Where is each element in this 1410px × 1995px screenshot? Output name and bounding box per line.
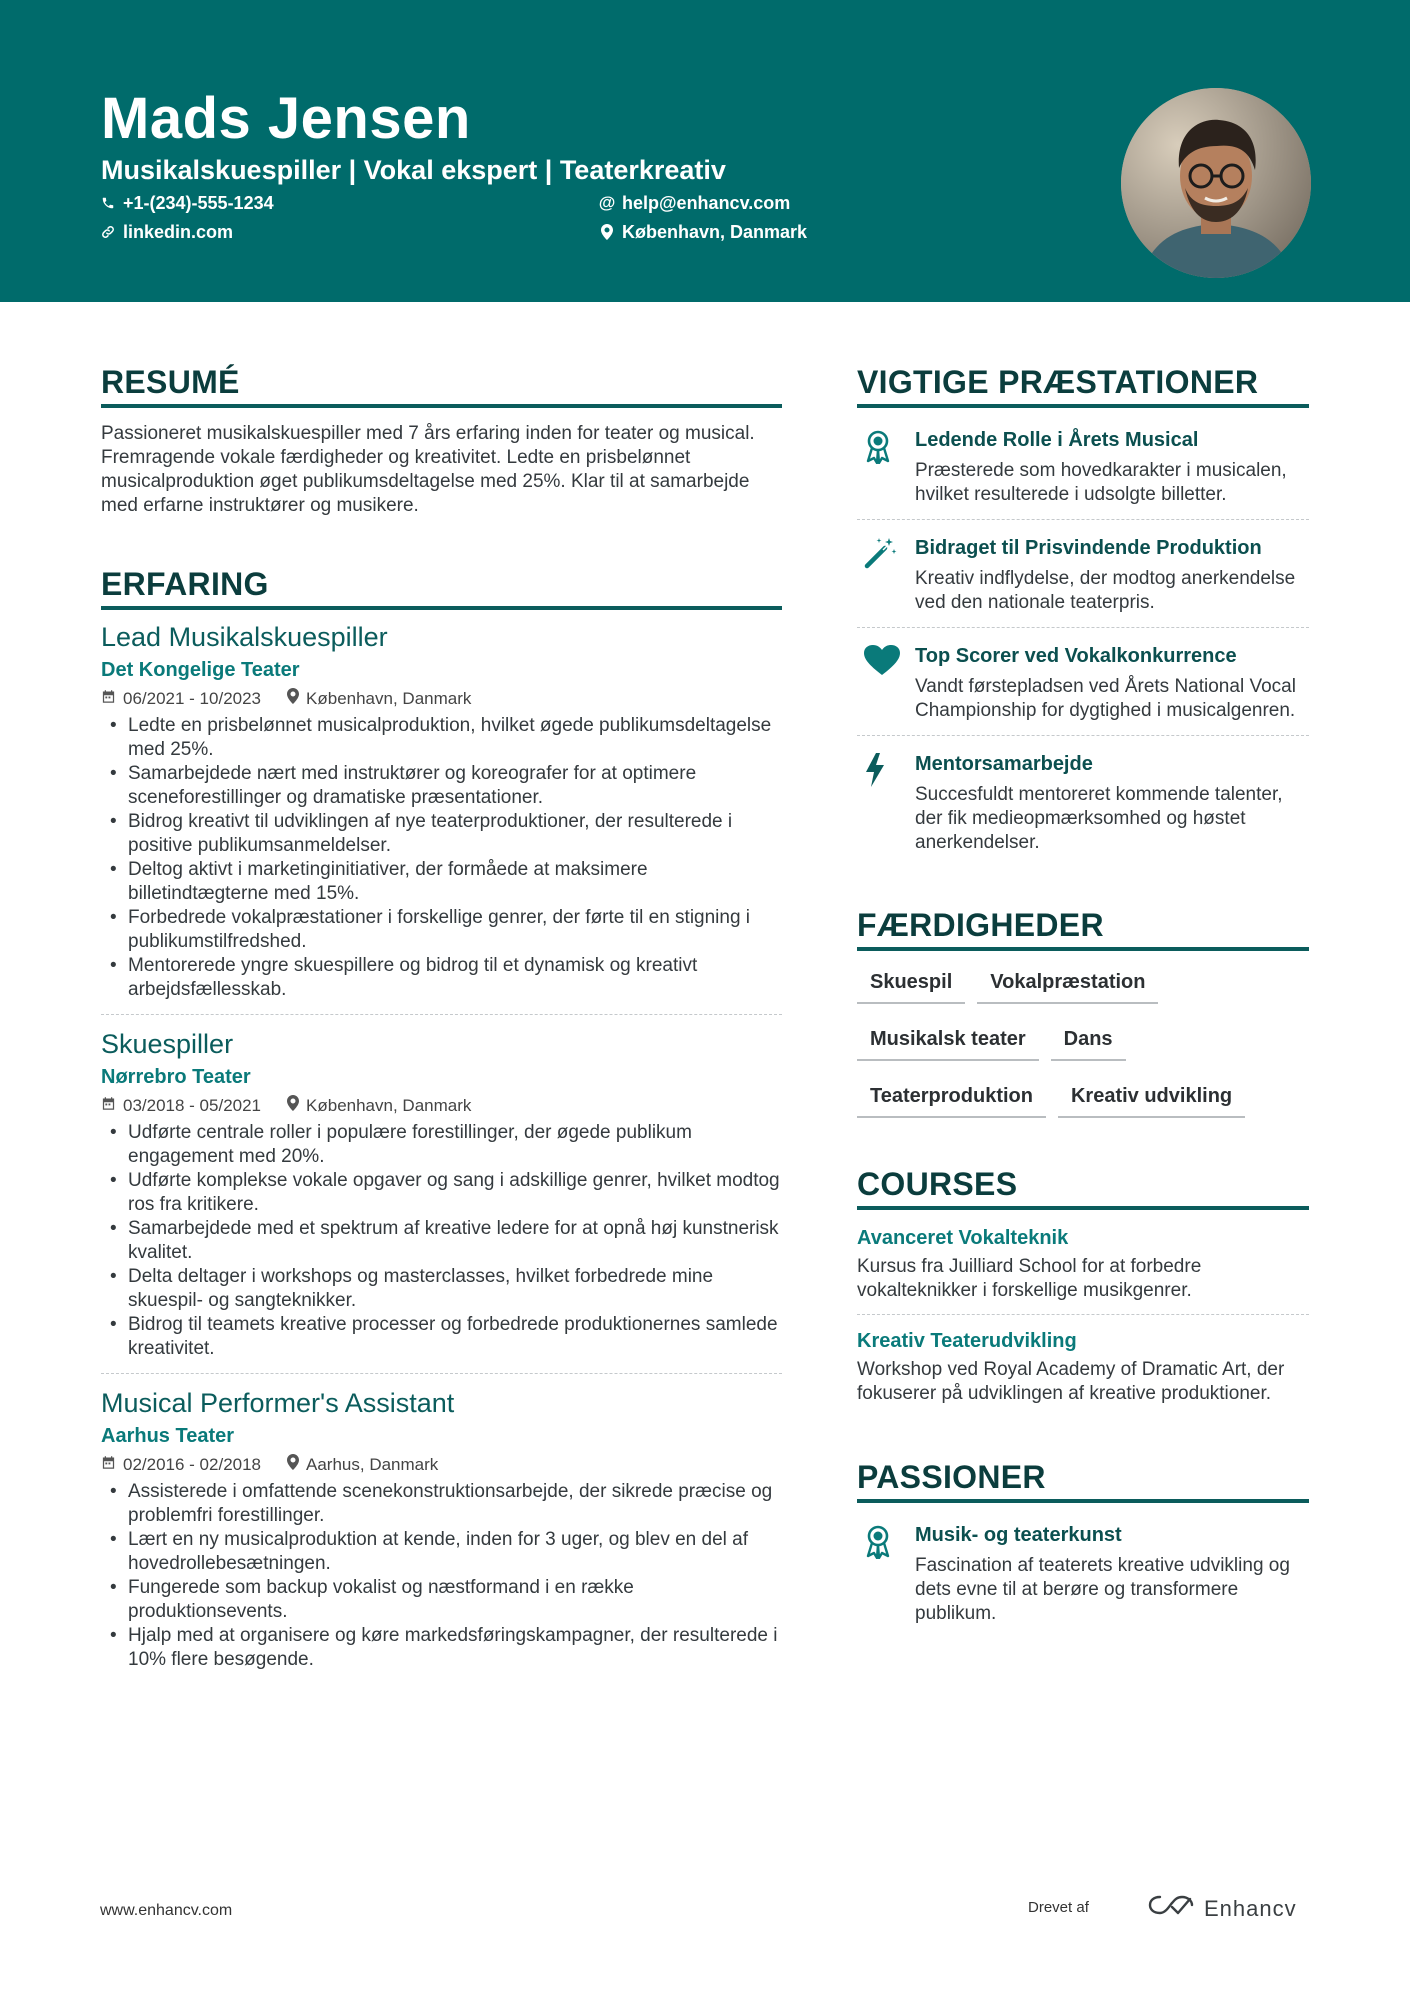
achievement-title: Ledende Rolle i Årets Musical xyxy=(915,429,1199,451)
linkedin-text: linkedin.com xyxy=(123,222,234,242)
achievement-item xyxy=(857,520,1309,628)
profile-photo xyxy=(1121,88,1311,278)
enhancv-logo-icon xyxy=(1148,1893,1194,1925)
job-entry xyxy=(101,620,782,1015)
candidate-name: Mads Jensen xyxy=(101,86,471,151)
job-dates: 06/2021 - 10/2023 xyxy=(123,689,262,708)
job-bullet: • Lært en ny musicalproduktion at kende, inden for 3 uger, og blev en del af hovedrollebesætningen. xyxy=(101,1528,782,1576)
footer-brand-logo[interactable] xyxy=(1148,1893,1297,1925)
job-title: Skuespiller xyxy=(101,1029,234,1059)
location-pin-icon xyxy=(287,686,299,712)
job-bullet: • Ledte en prisbelønnet musicalproduktion, hvilket øgede publikumsdeltagelse med 25%. xyxy=(101,714,782,762)
courses-heading: COURSES xyxy=(857,1164,1309,1210)
experience-section xyxy=(101,564,782,1684)
heart-icon xyxy=(857,642,915,723)
job-title: Lead Musikalskuespiller xyxy=(101,622,388,652)
job-bullet: • Bidrog til teamets kreative processer og forbedrede produktionernes samlede kreativitet. xyxy=(101,1313,782,1361)
contact-email[interactable] xyxy=(600,191,790,215)
course-item xyxy=(857,1327,1309,1417)
job-bullet: • Deltog aktivt i marketinginitiativer, der formåede at maksimere billetindtægterne med 15%. xyxy=(101,858,782,906)
achievements-heading: VIGTIGE PRÆSTATIONER xyxy=(857,362,1309,408)
skill-tag: Dans xyxy=(1051,1022,1126,1061)
job-title: Musical Performer's Assistant xyxy=(101,1388,455,1418)
job-dates: 02/2016 - 02/2018 xyxy=(123,1455,262,1474)
skills-section xyxy=(857,905,1309,1124)
calendar-icon xyxy=(101,1093,116,1119)
footer-website-link[interactable]: www.enhancv.com xyxy=(100,1902,233,1919)
achievement-item xyxy=(857,422,1309,520)
skill-tag: Musikalsk teater xyxy=(857,1022,1039,1061)
location-pin-icon xyxy=(287,1093,299,1119)
magic-wand-icon xyxy=(857,534,915,615)
job-bullet: • Samarbejdede med et spektrum af kreative ledere for at opnå høj kunstnerisk kvalitet. xyxy=(101,1217,782,1265)
resume-header xyxy=(0,0,1410,302)
at-icon: @ xyxy=(598,193,616,212)
job-bullet: • Hjalp med at organisere og køre markedsføringskampagner, der resulterede i 10% flere besøgende. xyxy=(101,1624,782,1672)
right-column xyxy=(857,362,1309,1638)
candidate-headline: Musikalskuespiller | Vokal ekspert | Teaterkreativ xyxy=(101,155,726,185)
phone-text: +1-(234)-555-1234 xyxy=(123,193,274,213)
achievement-desc: Kreativ indflydelse, der modtog anerkendelse ved den nationale teaterpris. xyxy=(915,568,1296,613)
course-item xyxy=(857,1224,1309,1315)
summary-heading: RESUMÉ xyxy=(101,362,782,408)
summary-text: Passioneret musikalskuespiller med 7 års erfaring inden for teater og musical. Fremragende vokale færdigheder og kreativitet. Ledte en prisbelønnet musicalproduktion øget publikumsdeltagelse med 25%. Klar til at samarbejde med erfarne instruktører og musikere. xyxy=(101,423,755,516)
footer-powered-by: Drevet af xyxy=(1028,1899,1089,1916)
award-ribbon-icon xyxy=(857,426,915,507)
skills-heading: FÆRDIGHEDER xyxy=(857,905,1309,951)
passions-section xyxy=(857,1457,1309,1638)
job-bullet: • Assisterede i omfattende scenekonstruktionsarbejde, der sikrede præcise og problemfri forestillinger. xyxy=(101,1480,782,1528)
achievement-title: Mentorsamarbejde xyxy=(915,753,1093,775)
job-location: København, Danmark xyxy=(306,689,472,708)
courses-section xyxy=(857,1164,1309,1417)
job-entry xyxy=(101,1386,782,1684)
contact-location xyxy=(600,220,807,244)
course-desc: Kursus fra Juilliard School for at forbedre vokalteknikker i forskellige musikgenrer. xyxy=(857,1256,1202,1301)
job-company: Aarhus Teater xyxy=(101,1425,235,1447)
location-pin-icon xyxy=(287,1452,299,1478)
passion-item xyxy=(857,1517,1309,1638)
job-company: Det Kongelige Teater xyxy=(101,659,300,681)
calendar-icon xyxy=(101,686,116,712)
email-text: help@enhancv.com xyxy=(622,193,791,213)
job-company: Nørrebro Teater xyxy=(101,1066,251,1088)
lightning-icon xyxy=(857,750,915,855)
job-bullet: • Udførte komplekse vokale opgaver og sang i adskillige genrer, hvilket modtog ros fra kritikere. xyxy=(101,1169,782,1217)
course-desc: Workshop ved Royal Academy of Dramatic Art, der fokuserer på udviklingen af kreative produktioner. xyxy=(857,1359,1285,1404)
skill-tag: Skuespil xyxy=(857,965,965,1004)
location-pin-icon xyxy=(600,223,614,241)
contact-phone[interactable] xyxy=(101,191,274,215)
passion-desc: Fascination af teaterets kreative udvikling og dets evne til at berøre og transformere publikum. xyxy=(915,1555,1290,1624)
job-bullets xyxy=(101,1480,782,1672)
passions-heading: PASSIONER xyxy=(857,1457,1309,1503)
job-bullet: • Forbedrede vokalpræstationer i forskellige genrer, der førte til en stigning i publikumstilfredshed. xyxy=(101,906,782,954)
job-meta xyxy=(101,1093,782,1119)
achievement-item xyxy=(857,628,1309,736)
passion-title: Musik- og teaterkunst xyxy=(915,1524,1122,1546)
calendar-icon xyxy=(101,1452,116,1478)
job-bullet: • Fungerede som backup vokalist og næstformand i en række produktionsevents. xyxy=(101,1576,782,1624)
job-entry xyxy=(101,1027,782,1374)
achievements-section xyxy=(857,362,1309,867)
summary-section xyxy=(101,362,782,518)
contact-linkedin[interactable] xyxy=(101,220,233,244)
course-title: Kreativ Teaterudvikling xyxy=(857,1330,1077,1352)
course-title: Avanceret Vokalteknik xyxy=(857,1227,1069,1249)
skill-tag: Teaterproduktion xyxy=(857,1079,1046,1118)
job-location: København, Danmark xyxy=(306,1096,472,1115)
location-text: København, Danmark xyxy=(622,222,808,242)
left-column xyxy=(101,362,782,1696)
achievement-desc: Succesfuldt mentoreret kommende talenter, der fik medieopmærksomhed og høstet anerkendelser. xyxy=(915,784,1283,853)
job-meta xyxy=(101,686,782,712)
job-bullet: • Delta deltager i workshops og masterclasses, hvilket forbedrede mine skuespil- og sangteknikker. xyxy=(101,1265,782,1313)
achievement-desc: Præsterede som hovedkarakter i musicalen, hvilket resulterede i udsolgte billetter. xyxy=(915,460,1287,505)
experience-heading: ERFARING xyxy=(101,564,782,610)
enhancv-brand-text: Enhancv xyxy=(1204,1896,1297,1921)
skill-tag: Kreativ udvikling xyxy=(1058,1079,1245,1118)
job-bullet: • Samarbejdede nært med instruktører og koreografer for at optimere sceneforestillinger og dramatiske præsentationer. xyxy=(101,762,782,810)
award-ribbon-icon xyxy=(857,1521,915,1626)
job-dates: 03/2018 - 05/2021 xyxy=(123,1096,262,1115)
job-location: Aarhus, Danmark xyxy=(306,1455,439,1474)
job-bullet: • Udførte centrale roller i populære forestillinger, der øgede publikum engagement med 20%. xyxy=(101,1121,782,1169)
achievement-title: Top Scorer ved Vokalkonkurrence xyxy=(915,645,1237,667)
job-bullet: • Bidrog kreativt til udviklingen af nye teaterproduktioner, der resulterede i positive publikumsanmeldelser. xyxy=(101,810,782,858)
job-bullets xyxy=(101,714,782,1002)
link-icon xyxy=(101,223,115,241)
job-bullet: • Mentorerede yngre skuespillere og bidrog til et dynamisk og kreativt arbejdsfællesskab. xyxy=(101,954,782,1002)
phone-icon xyxy=(101,194,115,212)
achievement-title: Bidraget til Prisvindende Produktion xyxy=(915,537,1262,559)
skills-list xyxy=(857,965,1309,1124)
skill-tag: Vokalpræstation xyxy=(977,965,1158,1004)
achievement-desc: Vandt førstepladsen ved Årets National Vocal Championship for dygtighed i musicalgenren. xyxy=(915,676,1296,721)
achievement-item xyxy=(857,736,1309,867)
job-meta xyxy=(101,1452,782,1478)
job-bullets xyxy=(101,1121,782,1361)
